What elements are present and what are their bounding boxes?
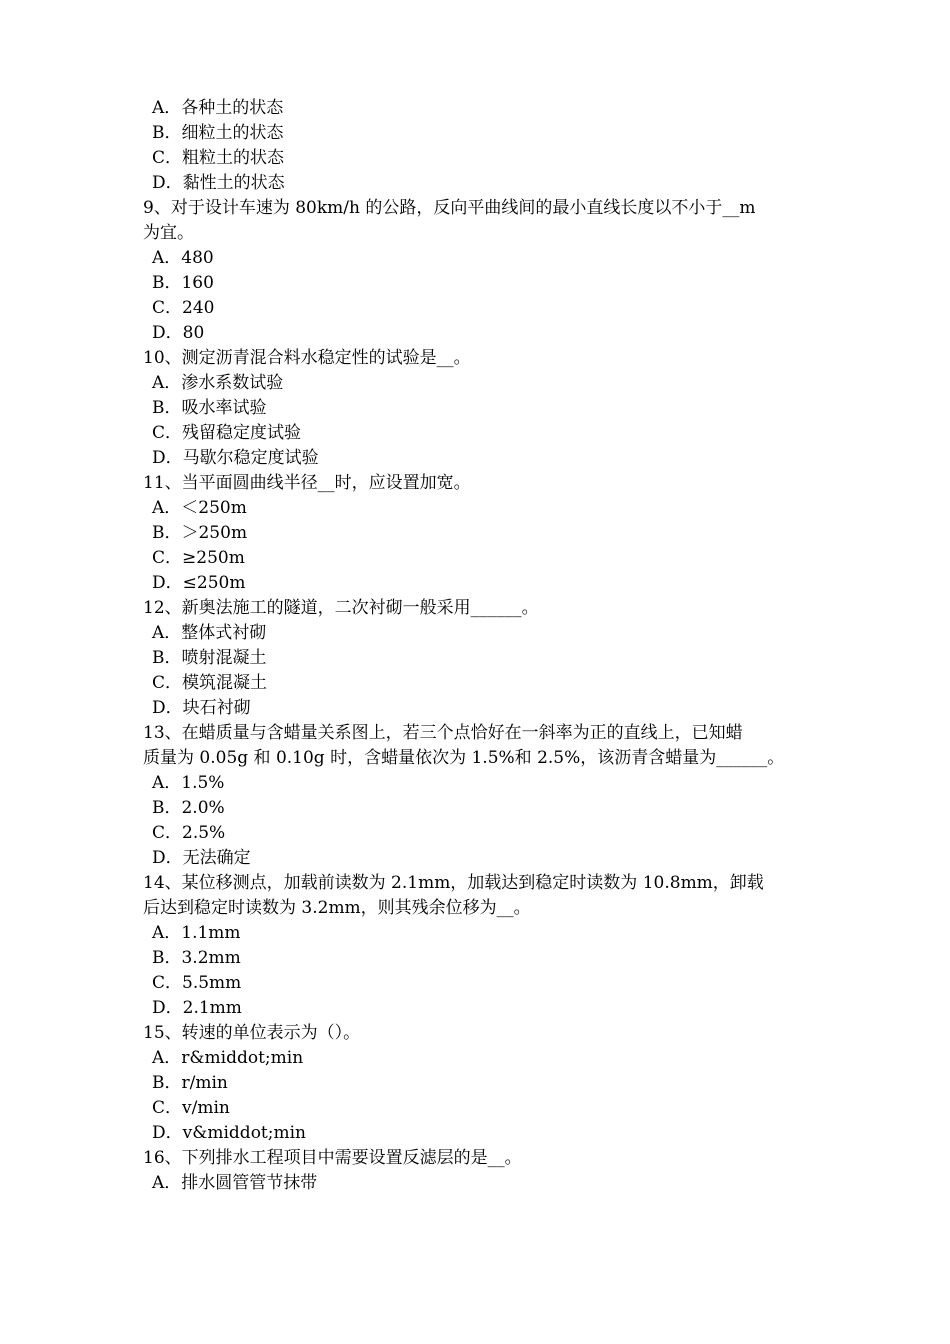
question-line: 9、对于设计车速为 80km/h 的公路，反向平曲线间的最小直线长度以不小于__m	[143, 198, 756, 218]
answer-option-line: A．渗水系数试验	[152, 373, 284, 393]
question-line: 13、在蜡质量与含蜡量关系图上，若三个点恰好在一斜率为正的直线上，已知蜡	[143, 723, 743, 743]
question-line: 14、某位移测点，加载前读数为 2.1mm，加载达到稳定时读数为 10.8mm，卸载	[143, 873, 764, 893]
question-line: 12、新奥法施工的隧道，二次衬砌一般采用______。	[143, 598, 539, 618]
question-line: 16、下列排水工程项目中需要设置反滤层的是__。	[143, 1148, 522, 1168]
answer-option-line: D．2.1mm	[152, 998, 242, 1018]
answer-option-line: C．模筑混凝土	[152, 673, 268, 693]
answer-option-line: B．3.2mm	[152, 948, 241, 968]
question-continuation-line: 为宜。	[143, 223, 194, 243]
answer-option-line: D．≤250m	[152, 573, 246, 593]
answer-option-line: B．2.0%	[152, 798, 225, 818]
question-line: 10、测定沥青混合料水稳定性的试验是__。	[143, 348, 471, 368]
answer-option-line: A．整体式衬砌	[152, 623, 267, 643]
answer-option-line: D．v&middot;min	[152, 1123, 306, 1143]
document-page	[0, 96, 950, 1196]
answer-option-line: B．＞250m	[152, 523, 248, 543]
answer-option-line: B．160	[152, 273, 214, 293]
answer-option-line: A．1.1mm	[152, 923, 241, 943]
question-continuation-line: 后达到稳定时读数为 3.2mm，则其残余位移为__。	[143, 898, 531, 918]
question-line: 11、当平面圆曲线半径__时，应设置加宽。	[143, 473, 471, 493]
answer-option-line: D．马歇尔稳定度试验	[152, 448, 319, 468]
answer-option-line: C．v/min	[152, 1098, 230, 1118]
answer-option-line: B．r/min	[152, 1073, 228, 1093]
answer-option-line: C．残留稳定度试验	[152, 423, 302, 443]
answer-option-line: A．480	[152, 248, 214, 268]
answer-option-line: A．各种土的状态	[152, 98, 284, 118]
answer-option-line: B．细粒土的状态	[152, 123, 284, 143]
answer-option-line: A．排水圆管管节抹带	[152, 1173, 318, 1193]
question-continuation-line: 质量为 0.05g 和 0.10g 时，含蜡量依次为 1.5%和 2.5%，该沥青含蜡量为______。	[143, 748, 785, 768]
answer-option-line: C．≥250m	[152, 548, 245, 568]
question-line: 15、转速的单位表示为（）。	[143, 1023, 361, 1043]
answer-option-line: A．＜250m	[152, 498, 247, 518]
answer-option-line: C．5.5mm	[152, 973, 242, 993]
answer-option-line: B．喷射混凝土	[152, 648, 267, 668]
answer-option-line: C．2.5%	[152, 823, 226, 843]
answer-option-line: C．240	[152, 298, 215, 318]
answer-option-line: D．块石衬砌	[152, 698, 251, 718]
answer-option-line: D．黏性土的状态	[152, 173, 285, 193]
answer-option-line: C．粗粒土的状态	[152, 148, 285, 168]
answer-option-line: A．1.5%	[152, 773, 225, 793]
answer-option-line: D．80	[152, 323, 205, 343]
answer-option-line: A．r&middot;min	[152, 1048, 304, 1068]
answer-option-line: B．吸水率试验	[152, 398, 267, 418]
answer-option-line: D．无法确定	[152, 848, 251, 868]
